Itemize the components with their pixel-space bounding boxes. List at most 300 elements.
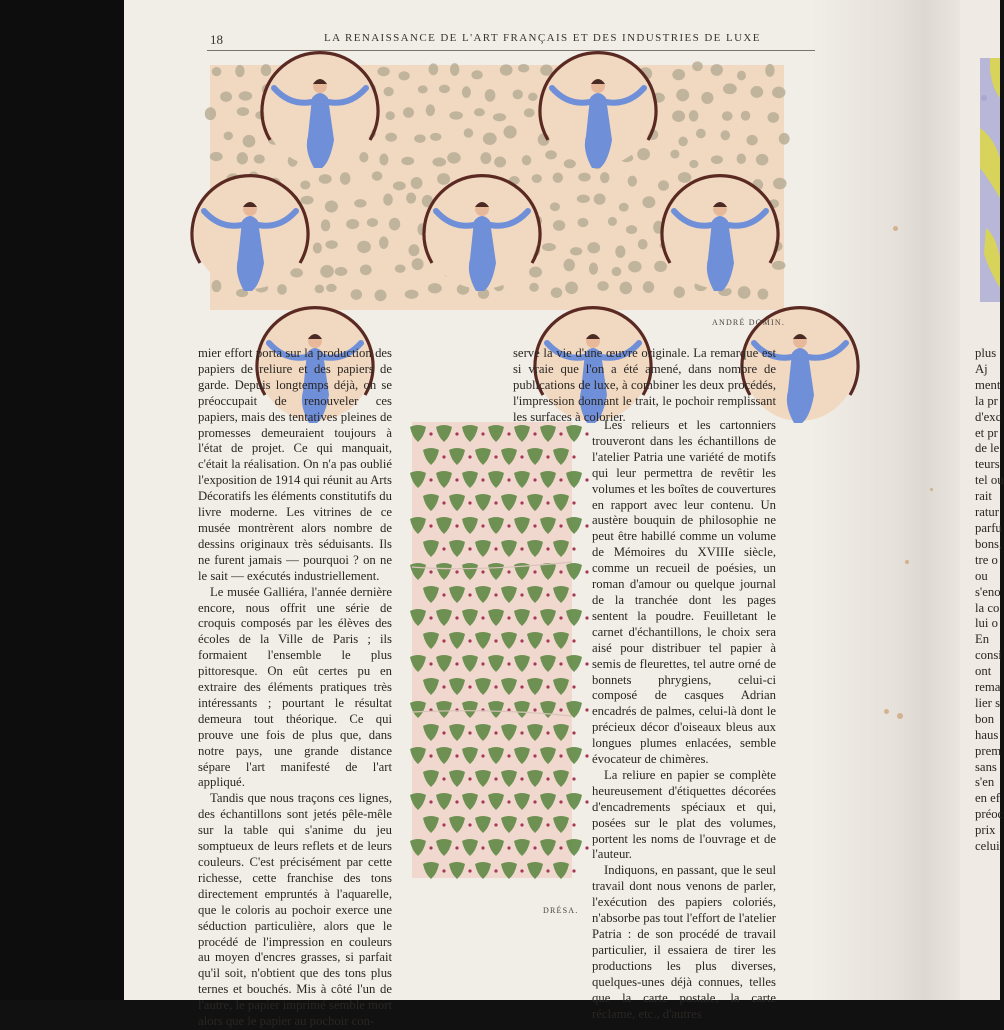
leaf-mark <box>423 586 439 603</box>
running-head-title: LA RENAISSANCE DE L'ART FRANÇAIS ET DES INDUSTRIES DE LUXE <box>324 32 761 44</box>
facing-page-line: la pr <box>975 393 998 408</box>
leaf-mark <box>527 632 543 649</box>
dot-mark <box>585 800 588 803</box>
dot-mark <box>395 264 406 272</box>
dot-mark <box>572 731 575 734</box>
plate-caption-dresa: DRÉSA. <box>543 906 579 915</box>
dot-mark <box>494 777 497 780</box>
leaf-mark <box>514 425 530 442</box>
dot-mark <box>546 731 549 734</box>
dot-mark <box>507 800 510 803</box>
leaf-mark <box>553 678 569 695</box>
dot-mark <box>638 239 648 250</box>
dot-mark <box>447 152 461 163</box>
leaf-mark <box>423 816 439 833</box>
dot-mark <box>637 148 650 160</box>
dot-mark <box>494 501 497 504</box>
dot-mark <box>540 65 552 76</box>
leaf-mark <box>553 586 569 603</box>
dot-mark <box>471 70 482 79</box>
dot-mark <box>494 156 506 167</box>
leaf-mark <box>423 862 439 879</box>
dot-mark <box>464 128 473 138</box>
leaf-mark <box>501 770 517 787</box>
dot-mark <box>746 135 757 146</box>
dot-mark <box>494 685 497 688</box>
facing-page-line: prix <box>975 823 996 838</box>
dot-mark <box>437 173 450 185</box>
dot-mark <box>559 478 562 481</box>
dot-mark <box>428 283 442 293</box>
dot-mark <box>546 455 549 458</box>
dot-mark <box>494 547 497 550</box>
leaf-mark <box>540 517 556 534</box>
leaf-mark <box>501 494 517 511</box>
leaf-mark <box>553 494 569 511</box>
dot-mark <box>455 616 458 619</box>
dot-mark <box>346 219 359 229</box>
leaf-mark <box>540 793 556 810</box>
dot-mark <box>455 432 458 435</box>
dot-mark <box>678 137 687 147</box>
leaf-mark <box>449 678 465 695</box>
dot-mark <box>585 478 588 481</box>
facing-page-line: prem <box>975 743 1002 758</box>
dot-mark <box>383 194 393 206</box>
leaf-mark <box>436 655 452 672</box>
dot-mark <box>615 245 625 258</box>
dot-mark <box>723 83 737 94</box>
leaf-mark <box>410 655 426 672</box>
dot-mark <box>377 67 389 76</box>
dot-mark <box>546 685 549 688</box>
dot-mark <box>320 265 334 278</box>
dot-mark <box>767 112 779 123</box>
dot-mark <box>494 731 497 734</box>
leaf-mark <box>436 839 452 856</box>
dot-mark <box>386 111 395 120</box>
dot-mark <box>533 432 536 435</box>
dot-mark <box>572 547 575 550</box>
dot-mark <box>507 846 510 849</box>
dot-mark <box>468 501 471 504</box>
dot-mark <box>546 777 549 780</box>
dot-mark <box>550 202 560 211</box>
dot-mark <box>426 104 435 116</box>
dot-mark <box>692 61 703 71</box>
paragraph: Indiquons, en passant, que le seul travail dont nous venons de parler, l'exécution des papiers coloriés, n'absorbe pas tout l'effort de l'atelier Patria : de son procédé de travail particulier, il essaiera de tirer les productions les plus diverses, quelques-unes déjà connues, telles que la carte postale, la carte réclame, etc., d'autres <box>592 863 776 1021</box>
leaf-mark <box>475 862 491 879</box>
leaf-mark <box>540 747 556 764</box>
leaf-mark <box>436 425 452 442</box>
dot-mark <box>578 218 589 227</box>
dot-mark <box>589 262 598 274</box>
dot-mark <box>545 150 557 159</box>
dot-mark <box>507 432 510 435</box>
dot-mark <box>520 501 523 504</box>
facing-page-line: de le <box>975 441 1000 456</box>
dot-mark <box>546 593 549 596</box>
dot-mark <box>315 284 325 293</box>
dot-mark <box>481 616 484 619</box>
dot-mark <box>468 455 471 458</box>
dot-mark <box>300 180 310 189</box>
dot-mark <box>533 800 536 803</box>
facing-page-line: la co <box>975 600 1000 615</box>
paper-stain <box>897 713 903 719</box>
leaf-mark <box>475 448 491 465</box>
paper-stain <box>930 488 933 491</box>
facing-page-line: rema <box>975 680 1001 695</box>
leaf-mark <box>488 655 504 672</box>
text-column-left <box>198 346 392 1030</box>
leaf-mark <box>488 839 504 856</box>
dot-mark <box>642 196 655 208</box>
dot-mark <box>220 92 232 102</box>
dot-mark <box>658 180 669 191</box>
dot-mark <box>468 639 471 642</box>
dot-mark <box>737 71 746 81</box>
dot-mark <box>542 243 556 251</box>
dot-mark <box>449 111 463 120</box>
dot-mark <box>608 217 617 226</box>
dot-mark <box>559 800 562 803</box>
dot-mark <box>689 110 699 122</box>
leaf-mark <box>501 540 517 557</box>
dot-mark <box>462 86 471 98</box>
leaf-mark <box>449 448 465 465</box>
leaf-mark <box>488 563 504 580</box>
leaf-mark <box>462 425 478 442</box>
dot-mark <box>432 157 446 166</box>
leaf-mark <box>501 678 517 695</box>
dot-mark <box>468 777 471 780</box>
leaf-mark <box>449 586 465 603</box>
dot-mark <box>468 823 471 826</box>
dot-mark <box>585 846 588 849</box>
dot-mark <box>518 64 529 72</box>
dot-mark <box>565 281 578 294</box>
dot-mark <box>429 846 432 849</box>
dot-mark <box>533 616 536 619</box>
facing-page-line: teurs <box>975 457 1000 472</box>
dot-mark <box>533 524 536 527</box>
leaf-mark <box>475 724 491 741</box>
dot-mark <box>351 289 363 300</box>
dot-mark <box>529 267 542 278</box>
dot-mark <box>672 69 685 80</box>
header-rule <box>207 50 815 51</box>
dot-mark <box>379 154 388 166</box>
dot-mark <box>585 432 588 435</box>
dot-mark <box>553 220 565 231</box>
leaf-mark <box>410 839 426 856</box>
dot-mark <box>572 455 575 458</box>
dot-mark <box>429 754 432 757</box>
dot-mark <box>741 111 751 121</box>
facing-page-line: ratur <box>975 505 999 520</box>
dot-mark <box>696 129 706 139</box>
leaf-mark <box>475 678 491 695</box>
dot-mark <box>572 593 575 596</box>
leaf-mark <box>488 517 504 534</box>
leaf-mark <box>527 724 543 741</box>
dot-mark <box>418 85 428 93</box>
dot-mark <box>585 570 588 573</box>
dot-mark <box>442 639 445 642</box>
paragraph: serve la vie d'une œuvre originale. La remarque est si vraie que l'on a été amené, dans nombre de publications de luxe, à combiner les deux procédés, l'impression donnant le trait, le pochoir remplissant les surfaces à colorier. <box>513 346 776 424</box>
leaf-mark <box>475 494 491 511</box>
dot-mark <box>507 754 510 757</box>
dot-mark <box>319 174 332 184</box>
dot-mark <box>546 547 549 550</box>
paragraph: mier effort porta sur la production des papiers de reliure et des papiers de garde. Depuis longtemps déjà, on se préoccupait de renouveler ces papiers, mais des tentatives pleines de promesses demeuraient toujours à l'état de projet. Ce qui manquait, c'était la réalisation. On n'a pas oublié l'exposition de 1914 qui réunit au Arts Décoratifs les éléments constitutifs du livre moderne. Les vitrines de ce musée montrèrent alors nombre de dessins originaux très séduisants. Ils ne furent jamais — pourquoi ? on ne le sait — exécutés industriellement. <box>198 346 392 583</box>
leaf-mark <box>488 701 504 718</box>
leaf-mark <box>423 770 439 787</box>
andre-domin-plate <box>210 65 784 310</box>
leaf-mark <box>462 747 478 764</box>
dot-mark <box>572 501 575 504</box>
dot-mark <box>393 181 406 190</box>
dot-mark <box>442 685 445 688</box>
dot-mark <box>533 708 536 711</box>
dot-mark <box>559 754 562 757</box>
dot-mark <box>520 547 523 550</box>
dot-mark <box>572 685 575 688</box>
dot-mark <box>494 639 497 642</box>
facing-page-plate <box>980 58 1000 302</box>
dot-mark <box>442 731 445 734</box>
leaf-mark <box>553 724 569 741</box>
dot-mark <box>335 267 348 276</box>
dot-mark <box>277 284 287 295</box>
dot-mark <box>398 71 409 80</box>
leaf-mark <box>514 471 530 488</box>
dot-mark <box>442 777 445 780</box>
facing-page-line: s'en <box>975 775 995 790</box>
dot-mark <box>773 178 787 190</box>
dot-mark <box>597 281 608 291</box>
leaf-mark <box>540 425 556 442</box>
leaf-mark <box>462 793 478 810</box>
leaf-mark <box>501 632 517 649</box>
dot-mark <box>585 708 588 711</box>
dot-mark <box>468 731 471 734</box>
facing-page-line: Aj <box>975 361 988 376</box>
leaf-mark <box>527 816 543 833</box>
dot-mark <box>626 225 637 234</box>
dot-mark <box>643 281 654 293</box>
dot-mark <box>367 218 378 227</box>
dot-mark <box>572 869 575 872</box>
leaf-mark <box>423 724 439 741</box>
text-column-facing-page <box>975 346 1004 855</box>
dot-mark <box>524 108 535 117</box>
dot-mark <box>670 150 679 159</box>
facing-page-line: ont <box>975 664 992 679</box>
dot-mark <box>529 283 539 292</box>
dot-mark <box>429 63 439 75</box>
dot-mark <box>384 87 394 96</box>
leaf-mark <box>488 793 504 810</box>
dresa-plate <box>412 422 572 878</box>
dot-mark <box>737 154 746 164</box>
dot-mark <box>551 287 562 298</box>
dot-mark <box>357 241 371 253</box>
dot-mark <box>494 869 497 872</box>
facing-page-line: bon <box>975 711 995 726</box>
dot-mark <box>520 731 523 734</box>
dot-mark <box>563 259 574 271</box>
dot-mark <box>520 455 523 458</box>
leaf-mark <box>410 701 426 718</box>
dot-mark <box>481 846 484 849</box>
dot-mark <box>772 87 785 99</box>
leaf-mark <box>436 701 452 718</box>
leaf-mark <box>449 862 465 879</box>
leaf-mark <box>449 494 465 511</box>
dot-mark <box>572 823 575 826</box>
paper-stain <box>893 226 898 231</box>
dot-mark <box>570 247 582 255</box>
leaf-mark <box>501 816 517 833</box>
leaf-mark <box>514 793 530 810</box>
facing-page-line: celui <box>975 839 1000 854</box>
facing-page-line: et pr <box>975 425 998 440</box>
dot-mark <box>325 240 337 249</box>
dot-mark <box>261 64 271 76</box>
dot-mark <box>600 172 609 183</box>
leaf-mark <box>475 770 491 787</box>
dot-mark <box>520 593 523 596</box>
leaf-mark <box>410 793 426 810</box>
dot-mark <box>533 846 536 849</box>
dot-mark <box>520 823 523 826</box>
dot-mark <box>765 64 774 77</box>
dot-mark <box>321 219 330 231</box>
dot-mark <box>481 570 484 573</box>
facing-page-line: plus <box>975 346 997 360</box>
leaf-mark <box>475 632 491 649</box>
facing-page-line: rait <box>975 489 992 504</box>
leaf-mark <box>475 816 491 833</box>
dot-mark <box>481 478 484 481</box>
dot-mark <box>689 160 698 168</box>
leaf-mark <box>501 448 517 465</box>
dot-mark <box>546 823 549 826</box>
scan-background <box>0 0 124 1000</box>
leaf-mark <box>436 563 452 580</box>
facing-plate-pattern <box>980 58 1000 302</box>
dot-mark <box>429 524 432 527</box>
leaf-mark <box>527 586 543 603</box>
dot-mark <box>619 203 629 212</box>
leaf-mark <box>501 862 517 879</box>
dot-mark <box>612 267 622 276</box>
dot-mark <box>442 547 445 550</box>
dot-mark <box>205 107 216 120</box>
paragraph: La reliure en papier se complète heureusement d'étiquettes décorées d'encadrements spéciaux et qui, posées sur le plat des volumes, portent les noms de l'ouvrage et de l'auteur. <box>592 767 776 862</box>
dot-mark <box>406 192 416 203</box>
leaf-mark <box>462 563 478 580</box>
dot-mark <box>494 593 497 596</box>
dot-mark <box>372 171 383 181</box>
dot-mark <box>450 63 459 76</box>
leaf-mark <box>540 609 556 626</box>
dot-mark <box>577 195 590 203</box>
dot-mark <box>375 289 387 301</box>
leaf-mark <box>462 609 478 626</box>
dot-mark <box>429 478 432 481</box>
leaf-mark <box>527 494 543 511</box>
pochoir-pattern-leaves <box>412 422 572 878</box>
dot-mark <box>301 196 314 205</box>
dot-mark <box>455 570 458 573</box>
page-number: 18 <box>210 32 223 47</box>
paper-stain <box>905 560 909 564</box>
leaf-mark <box>553 632 569 649</box>
dot-mark <box>711 155 723 164</box>
dot-mark <box>485 89 496 102</box>
dot-mark <box>313 242 322 253</box>
leaf-mark <box>527 862 543 879</box>
leaf-mark <box>540 563 556 580</box>
dot-mark <box>326 284 337 292</box>
leaf-mark <box>462 655 478 672</box>
dot-mark <box>237 107 249 116</box>
leaf-mark <box>514 517 530 534</box>
dot-mark <box>500 64 513 75</box>
leaf-mark <box>449 632 465 649</box>
dot-mark <box>758 288 769 299</box>
leaf-mark <box>527 540 543 557</box>
dot-mark <box>507 570 510 573</box>
dot-mark <box>779 133 790 145</box>
leaf-mark <box>540 839 556 856</box>
leaf-mark <box>553 770 569 787</box>
dot-mark <box>401 157 414 165</box>
dot-mark <box>520 869 523 872</box>
dot-mark <box>528 93 537 101</box>
dot-mark <box>559 432 562 435</box>
leaf-mark <box>475 586 491 603</box>
facing-page-line: s'eno <box>975 584 1001 599</box>
leaf-mark <box>410 517 426 534</box>
dot-mark <box>559 524 562 527</box>
dot-mark <box>483 133 497 145</box>
leaf-mark <box>488 425 504 442</box>
dot-mark <box>411 177 423 189</box>
facing-page-line: lier s <box>975 695 1001 710</box>
dot-mark <box>532 174 542 183</box>
facing-page-line: ou <box>975 568 988 583</box>
dot-mark <box>455 846 458 849</box>
leaf-mark <box>410 425 426 442</box>
dot-mark <box>533 478 536 481</box>
dot-mark <box>559 570 562 573</box>
leaf-mark <box>527 678 543 695</box>
leaf-mark <box>553 540 569 557</box>
text-column-middle <box>592 418 776 1022</box>
leaf-mark <box>462 517 478 534</box>
dot-mark <box>546 501 549 504</box>
dot-mark <box>585 754 588 757</box>
leaf-mark <box>501 724 517 741</box>
dot-mark <box>481 800 484 803</box>
leaf-mark <box>527 448 543 465</box>
dot-mark <box>455 524 458 527</box>
dot-mark <box>468 547 471 550</box>
